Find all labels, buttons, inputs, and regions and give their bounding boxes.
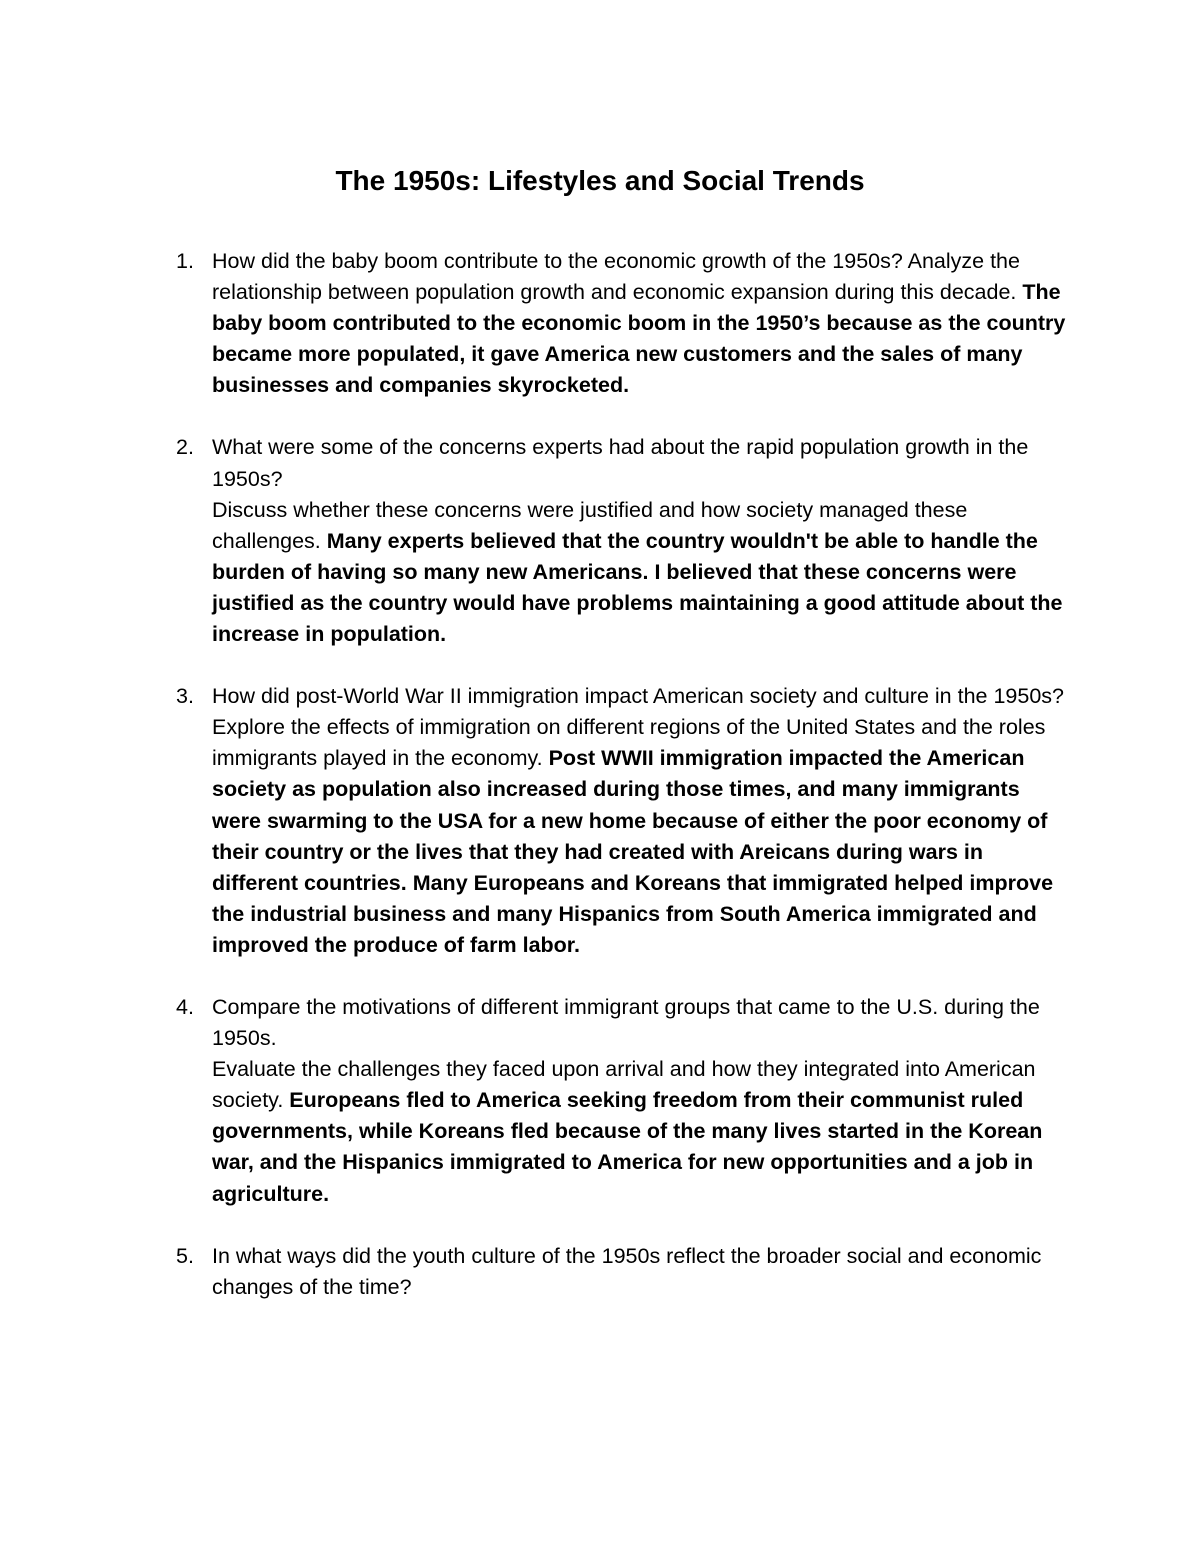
list-item-question-3 <box>0 681 1072 961</box>
question-prompt: In what ways did the youth culture of the 1950s reflect the broader social and economic changes of the time? <box>212 1243 1042 1299</box>
list-item-question-1 <box>0 246 1072 401</box>
question-prompt: How did post-World War II immigration impact American society and culture in the 1950s? <box>212 684 1065 709</box>
question-number: 2. <box>176 435 194 460</box>
question-prompt: Compare the motivations of different immigrant groups that came to the U.S. during the 1950s. <box>212 994 1040 1051</box>
question-number: 4. <box>176 994 194 1019</box>
list-item-question-4 <box>0 992 1072 1210</box>
list-item-question-2 <box>0 432 1072 650</box>
question-number: 1. <box>176 249 194 273</box>
list-item-question-5 <box>0 1241 1072 1303</box>
question-answer: Many experts believed that the country wouldn't be able to handle the burden of having so many new Americans. I believed that these concerns were justified as the country would have problems maintaining a good attitude about the increase in population. <box>212 528 1063 647</box>
question-instruction: Evaluate the challenges they faced upon arrival and how they integrated into American society. <box>212 1057 1036 1113</box>
question-answer: Europeans fled to America seeking freedom from their communist ruled governments, while Koreans fled because of the many lives started in the Korean war, and the Hispanics immigrated to America for new opportunities and a job in agriculture. <box>212 1088 1043 1206</box>
question-answer: Post WWII immigration impacted the American society as population also increased during those times, and many immigrants were swarming to the USA for a new home because of either the poor economy of their country or the lives that they had created with Areicans during wars in different countries. Many Europeans and Koreans that immigrated helped improve the industrial business and many Hispanics from South America immigrated and improved the produce of farm labor. <box>212 746 1054 957</box>
question-answer: The baby boom contributed to the economic boom in the 1950’s because as the country became more populated, it gave America new customers and the sales of many businesses and companies skyrocketed. <box>212 280 1066 398</box>
question-number: 3. <box>176 684 194 709</box>
question-instruction: Discuss whether these concerns were justified and how society managed these challenges. <box>212 497 968 553</box>
document-title: The 1950s: Lifestyles and Social Trends <box>335 165 865 196</box>
question-prompt: How did the baby boom contribute to the economic growth of the 1950s? Analyze the relationship between population growth and economic expansion during this decade. <box>212 249 1023 305</box>
question-instruction: Explore the effects of immigration on different regions of the United States and the roles immigrants played in the economy. <box>212 715 1046 771</box>
question-prompt: What were some of the concerns experts had about the rapid population growth in the 1950s? <box>212 435 1029 491</box>
question-list <box>0 246 1200 1334</box>
question-number: 5. <box>176 1243 194 1268</box>
